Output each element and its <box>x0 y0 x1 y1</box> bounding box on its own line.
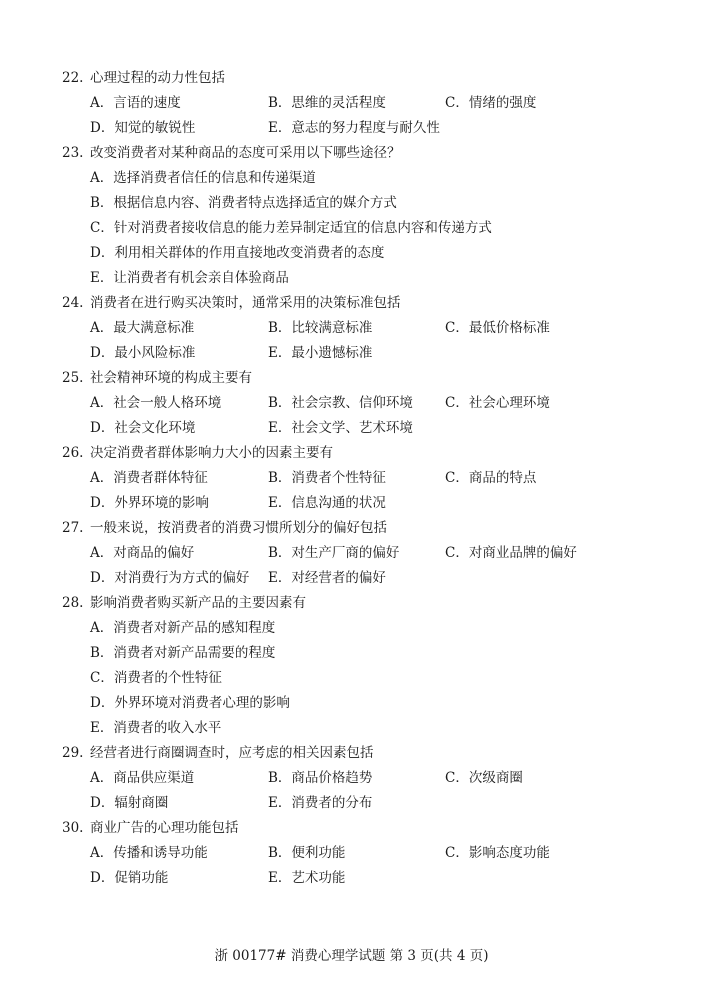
option-row <box>0 866 703 891</box>
question-number: 23. <box>62 145 84 161</box>
answer-option: A．传播和诱导功能 <box>90 845 208 861</box>
answer-option: E．让消费者有机会亲自体验商品 <box>90 270 289 286</box>
question-text: 消费者在进行购买决策时，通常采用的决策标准包括 <box>90 295 401 311</box>
answer-option: D．外界环境的影响 <box>90 495 209 511</box>
option-row <box>0 316 703 341</box>
answer-option: A．言语的速度 <box>90 95 181 111</box>
question-26 <box>0 441 703 516</box>
question-stem <box>0 141 703 166</box>
option-row <box>0 616 703 641</box>
answer-option: E．消费者的分布 <box>268 795 373 811</box>
question-text: 商业广告的心理功能包括 <box>90 820 239 836</box>
question-stem <box>0 741 703 766</box>
option-row <box>0 341 703 366</box>
page-footer: 浙 00177# 消费心理学试题 第 3 页(共 4 页) <box>214 948 489 964</box>
option-row <box>0 166 703 191</box>
question-stem <box>0 591 703 616</box>
question-number: 26. <box>62 445 84 461</box>
question-24 <box>0 291 703 366</box>
question-25 <box>0 366 703 441</box>
answer-option: C．针对消费者接收信息的能力差异制定适宜的信息内容和传递方式 <box>90 220 492 236</box>
option-row <box>0 491 703 516</box>
answer-option: B．社会宗教、信仰环境 <box>268 395 413 411</box>
option-row <box>0 766 703 791</box>
question-number: 27. <box>62 520 84 536</box>
answer-option: C．对商业品牌的偏好 <box>445 545 577 561</box>
question-text: 社会精神环境的构成主要有 <box>90 370 252 386</box>
question-number: 29. <box>62 745 84 761</box>
option-row <box>0 541 703 566</box>
answer-option: A．对商品的偏好 <box>90 545 195 561</box>
option-row <box>0 416 703 441</box>
answer-option: A．商品供应渠道 <box>90 770 195 786</box>
answer-option: C．情绪的强度 <box>445 95 537 111</box>
question-stem <box>0 366 703 391</box>
answer-option: B．商品价格趋势 <box>268 770 373 786</box>
option-row <box>0 566 703 591</box>
answer-option: C．消费者的个性特征 <box>90 670 222 686</box>
answer-option: D．辐射商圈 <box>90 795 169 811</box>
answer-option: D．最小风险标准 <box>90 345 196 361</box>
answer-option: D．利用相关群体的作用直接地改变消费者的态度 <box>90 245 385 261</box>
option-row <box>0 266 703 291</box>
answer-option: E．信息沟通的状况 <box>268 495 386 511</box>
answer-option: C．次级商圈 <box>445 770 523 786</box>
option-row <box>0 791 703 816</box>
question-27 <box>0 516 703 591</box>
answer-option: A．最大满意标准 <box>90 320 195 336</box>
question-text: 影响消费者购买新产品的主要因素有 <box>90 595 306 611</box>
answer-option: E．社会文学、艺术环境 <box>268 420 413 436</box>
answer-option: D．对消费行为方式的偏好 <box>90 570 250 586</box>
option-row <box>0 641 703 666</box>
question-number: 24. <box>62 295 84 311</box>
answer-option: D．知觉的敏锐性 <box>90 120 196 136</box>
answer-option: B．消费者对新产品需要的程度 <box>90 645 276 661</box>
answer-option: E．意志的努力程度与耐久性 <box>268 120 440 136</box>
question-number: 25. <box>62 370 84 386</box>
question-stem <box>0 291 703 316</box>
answer-option: B．思维的灵活程度 <box>268 95 386 111</box>
answer-option: A．消费者群体特征 <box>90 470 208 486</box>
question-number: 30. <box>62 820 84 836</box>
question-29 <box>0 741 703 816</box>
question-text: 心理过程的动力性包括 <box>90 70 225 86</box>
question-text: 一般来说，按消费者的消费习惯所划分的偏好包括 <box>90 520 387 536</box>
option-row <box>0 391 703 416</box>
answer-option: D．社会文化环境 <box>90 420 196 436</box>
question-stem <box>0 516 703 541</box>
answer-option: A．选择消费者信任的信息和传递渠道 <box>90 170 316 186</box>
question-text: 经营者进行商圈调查时，应考虑的相关因素包括 <box>90 745 374 761</box>
answer-option: E．最小遗憾标准 <box>268 345 373 361</box>
question-28 <box>0 591 703 741</box>
question-stem <box>0 66 703 91</box>
answer-option: B．便利功能 <box>268 845 346 861</box>
answer-option: C．影响态度功能 <box>445 845 550 861</box>
answer-option: B．对生产厂商的偏好 <box>268 545 400 561</box>
answer-option: A．社会一般人格环境 <box>90 395 222 411</box>
question-text: 改变消费者对某种商品的态度可采用以下哪些途径？ <box>90 145 401 161</box>
answer-option: B．比较满意标准 <box>268 320 373 336</box>
option-row <box>0 91 703 116</box>
answer-option: E．消费者的收入水平 <box>90 720 222 736</box>
question-22 <box>0 66 703 141</box>
question-stem <box>0 816 703 841</box>
answer-option: A．消费者对新产品的感知程度 <box>90 620 276 636</box>
question-number: 22. <box>62 70 84 86</box>
question-30 <box>0 816 703 891</box>
answer-option: C．社会心理环境 <box>445 395 550 411</box>
answer-option: E．对经营者的偏好 <box>268 570 386 586</box>
answer-option: D．促销功能 <box>90 870 169 886</box>
option-row <box>0 116 703 141</box>
answer-option: B．根据信息内容、消费者特点选择适宜的媒介方式 <box>90 195 397 211</box>
answer-option: D．外界环境对消费者心理的影响 <box>90 695 290 711</box>
answer-option: B．消费者个性特征 <box>268 470 386 486</box>
question-stem <box>0 441 703 466</box>
option-row <box>0 241 703 266</box>
option-row <box>0 466 703 491</box>
option-row <box>0 666 703 691</box>
answer-option: C．商品的特点 <box>445 470 537 486</box>
answer-option: C．最低价格标准 <box>445 320 550 336</box>
option-row <box>0 841 703 866</box>
option-row <box>0 191 703 216</box>
option-row <box>0 216 703 241</box>
answer-option: E．艺术功能 <box>268 870 346 886</box>
question-23 <box>0 141 703 291</box>
question-number: 28. <box>62 595 84 611</box>
option-row <box>0 716 703 741</box>
question-text: 决定消费者群体影响力大小的因素主要有 <box>90 445 333 461</box>
option-row <box>0 691 703 716</box>
